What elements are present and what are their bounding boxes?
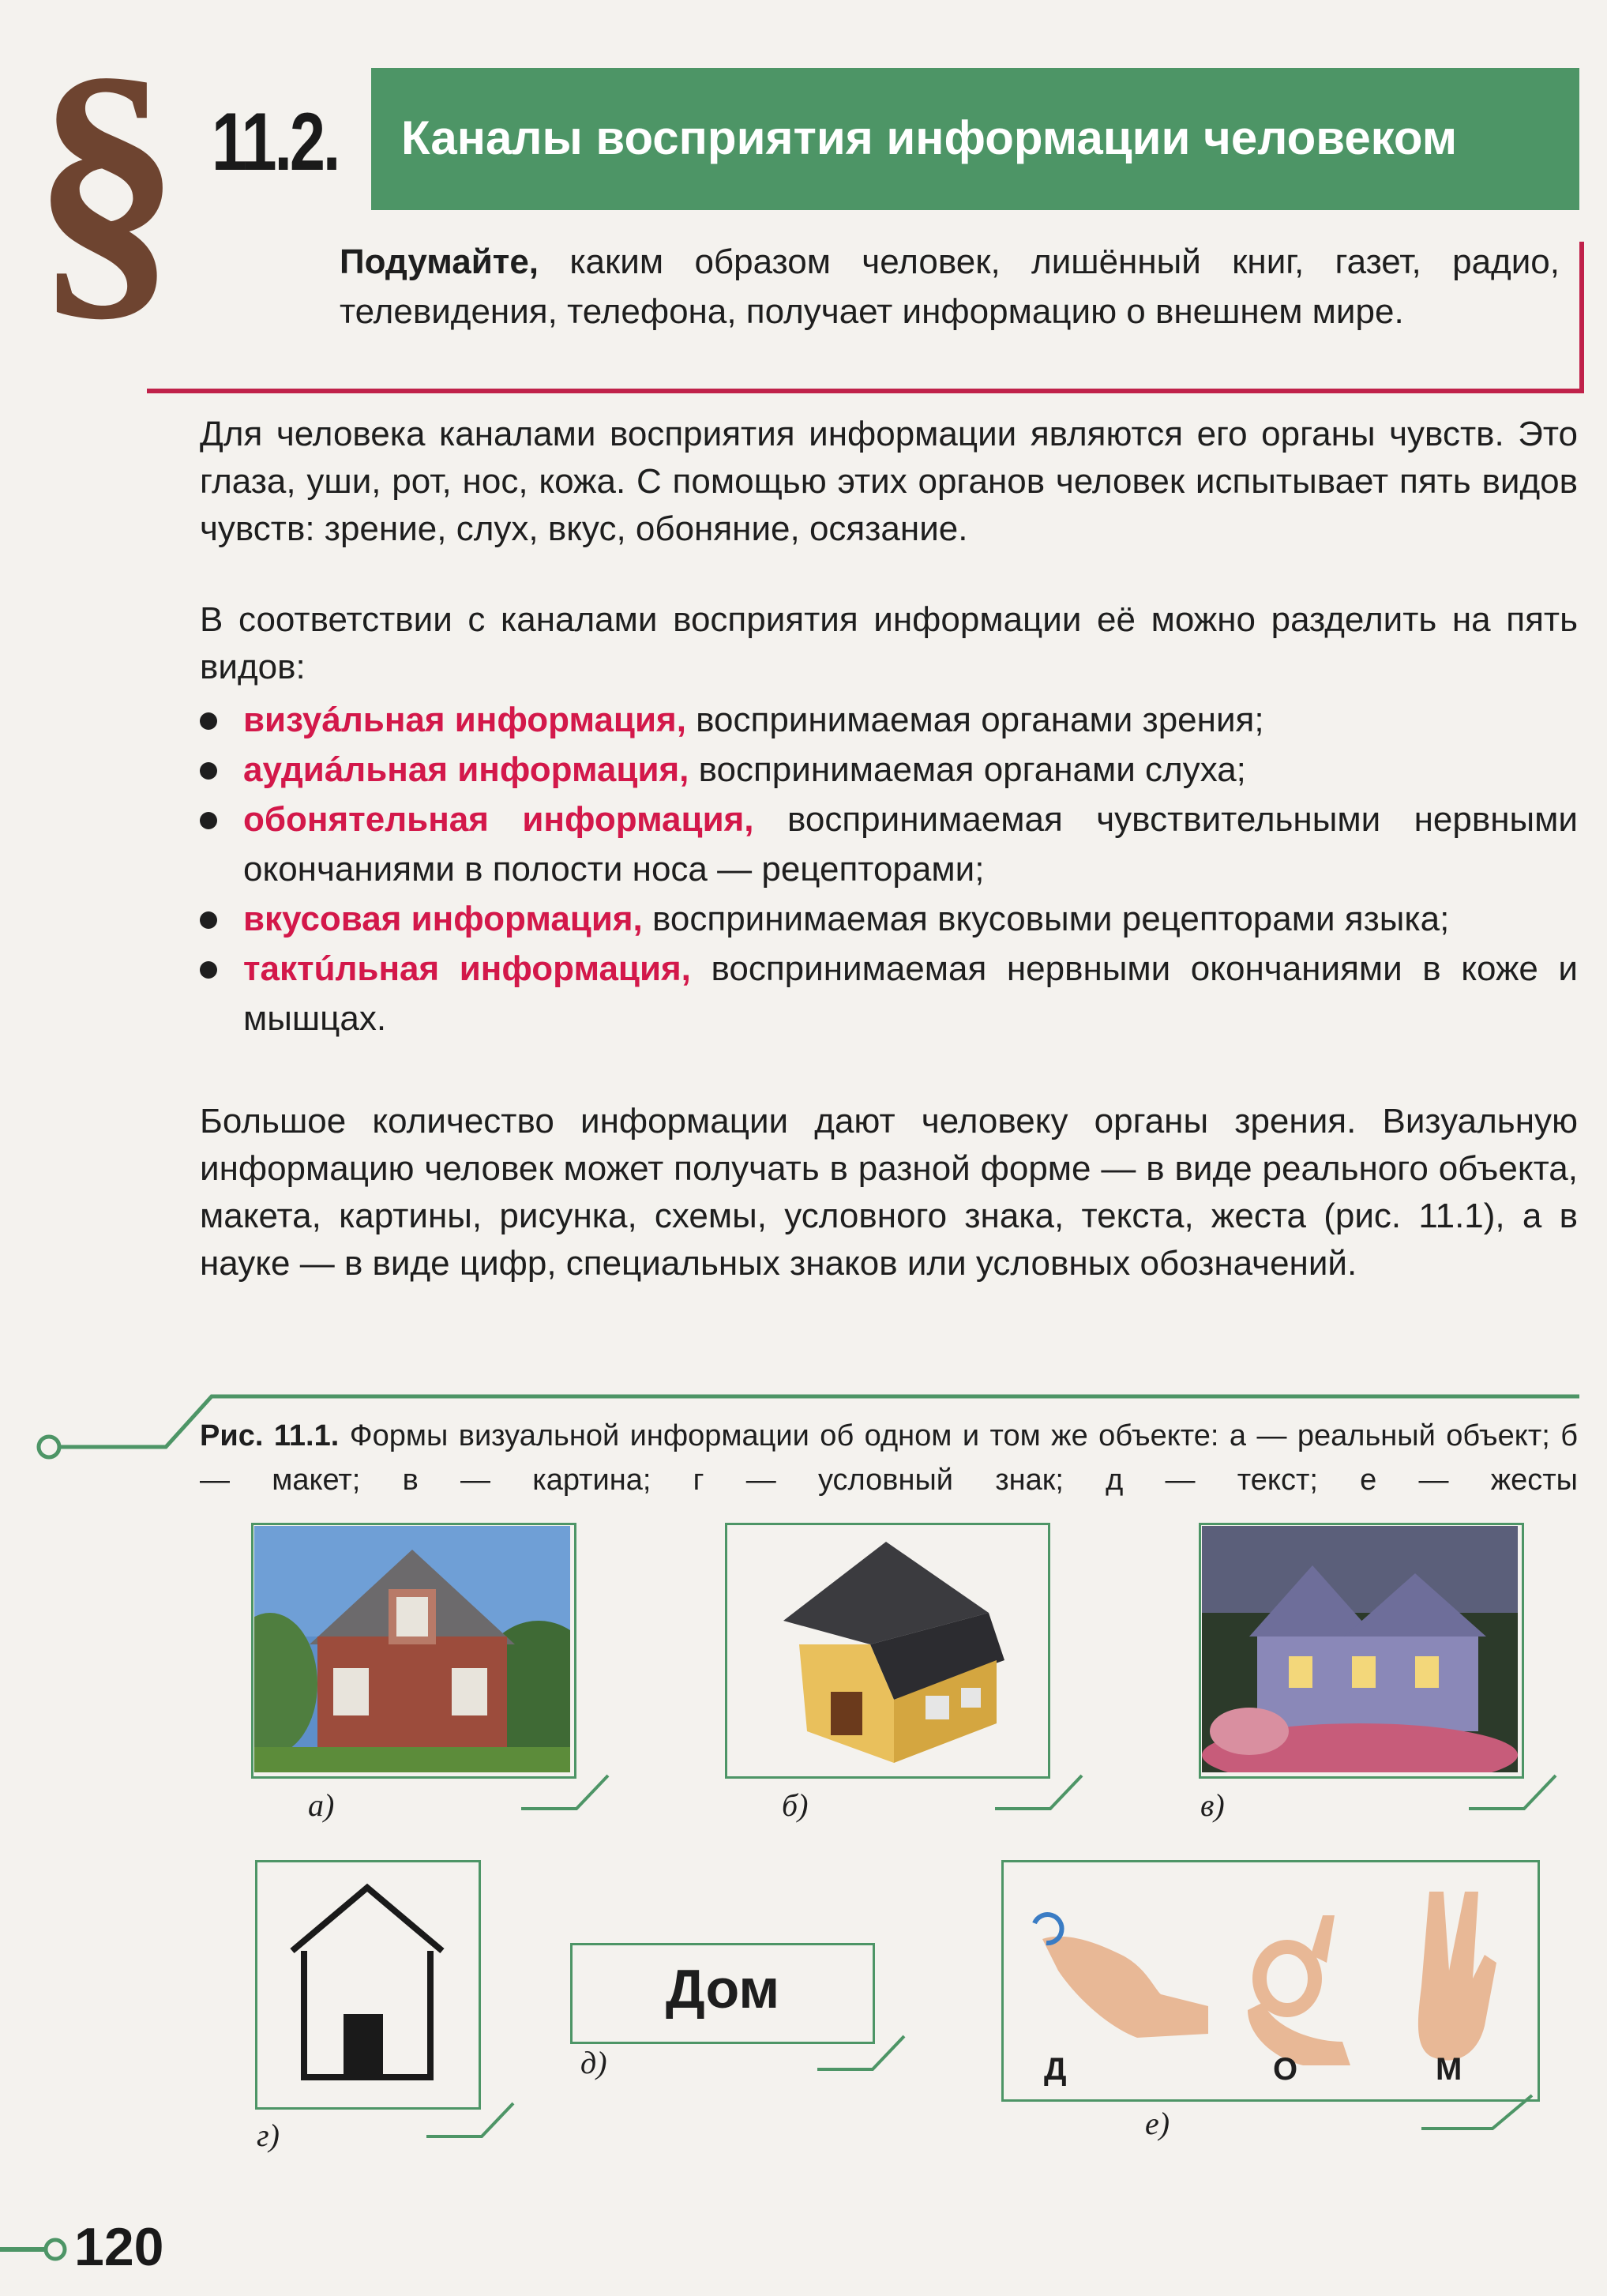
bullet-dot xyxy=(200,961,217,979)
page-number-marker xyxy=(0,2226,71,2273)
think-question xyxy=(340,237,1560,336)
gesture-letter: Д xyxy=(1044,2052,1067,2087)
frame-a-tab xyxy=(521,1769,616,1817)
list-item xyxy=(200,944,1578,1043)
list-item xyxy=(200,894,1578,944)
paragraph-senses xyxy=(200,411,1578,553)
paragraph-senses-text: Для человека каналами восприятия информации являются его органы чувств. Это глаза, уши, рот, нос, кожа. С помощью этих органов человек испытывает пять видов чувств: зрение, слух, вкус, обоняние, осязание. xyxy=(200,415,1578,548)
gesture-letter: О xyxy=(1273,2052,1298,2087)
frame-v-tab xyxy=(1469,1769,1564,1817)
section-number: 11.2. xyxy=(212,96,339,188)
bullet-dot xyxy=(200,762,217,780)
term-description: воспринимаемая органами слуха; xyxy=(689,750,1246,789)
term: аудиáльная информация, xyxy=(243,750,689,789)
figure-label: Рис. 11.1. xyxy=(200,1419,340,1452)
list-item xyxy=(200,745,1578,795)
term: тактúльная информация, xyxy=(243,949,691,988)
think-box-border-right xyxy=(1579,242,1584,393)
frame-b-tab xyxy=(995,1769,1090,1817)
figure-caption-text: Формы визуальной информации об одном и том же объекте: а — реальный объект; б — макет; в — картина; г — условный знак; д — текст; е — жесты xyxy=(200,1419,1578,1497)
frame-g-tab xyxy=(426,2097,521,2144)
term-description: воспринимаемая чувствительными нервными окончаниями в полости носа — рецепторами; xyxy=(243,800,1578,889)
term-description: воспринимаемая вкусовыми рецепторами языка; xyxy=(642,900,1450,938)
house-symbol-icon xyxy=(284,1880,450,2085)
gesture-letter: М xyxy=(1436,2052,1462,2087)
frame-e-tab xyxy=(1421,2089,1548,2136)
house-painting xyxy=(1202,1526,1518,1772)
think-keyword: Подумайте, xyxy=(340,242,539,281)
label-b: б) xyxy=(782,1787,809,1823)
term: визуáльная информация, xyxy=(243,701,686,739)
paragraph-visual xyxy=(200,1098,1578,1287)
paragraph-types-intro-text: В соответствии с каналами восприятия информации её можно разделить на пять видов: xyxy=(200,600,1578,686)
term: обонятельная информация, xyxy=(243,800,754,839)
label-d: д) xyxy=(580,2045,607,2080)
section-title: Каналы восприятия информации человеком xyxy=(401,111,1458,164)
info-types-list xyxy=(200,695,1578,1043)
bullet-dot xyxy=(200,911,217,929)
label-a: а) xyxy=(308,1787,335,1823)
paragraph-types-intro xyxy=(200,596,1578,691)
list-item xyxy=(200,695,1578,745)
section-sign: § xyxy=(32,15,182,348)
term-description: воспринимаемая нервными окончаниями в коже и мышцах. xyxy=(243,949,1578,1038)
house-photo xyxy=(254,1526,570,1772)
figure-caption xyxy=(200,1414,1578,1502)
label-v: в) xyxy=(1200,1787,1225,1823)
term-description: воспринимаемая органами зрения; xyxy=(685,701,1264,739)
think-box-border-bottom xyxy=(147,389,1584,393)
paragraph-visual-text: Большое количество информации дают человеку органы зрения. Визуальную информацию человек может получать в разной форме — в виде реального объекта, макета, картины, рисунка, схемы, условного знака, текста, жеста (рис. 11.1), а в науке — в виде цифр, специальных знаков или условных обозначений. xyxy=(200,1102,1578,1283)
term: вкусовая информация, xyxy=(243,900,643,938)
label-e: е) xyxy=(1145,2106,1170,2141)
bullet-dot xyxy=(200,812,217,829)
page-number: 120 xyxy=(74,2217,164,2277)
label-g: г) xyxy=(257,2118,280,2153)
list-item xyxy=(200,795,1578,894)
bullet-dot xyxy=(200,712,217,730)
think-question-text: каким образом человек, лишённый книг, газет, радио, телевидения, телефона, получает информацию о внешнем мире. xyxy=(340,242,1560,331)
text-sign: Дом xyxy=(665,1958,780,2020)
house-model xyxy=(728,1526,1044,1772)
frame-d-tab xyxy=(817,2030,912,2077)
